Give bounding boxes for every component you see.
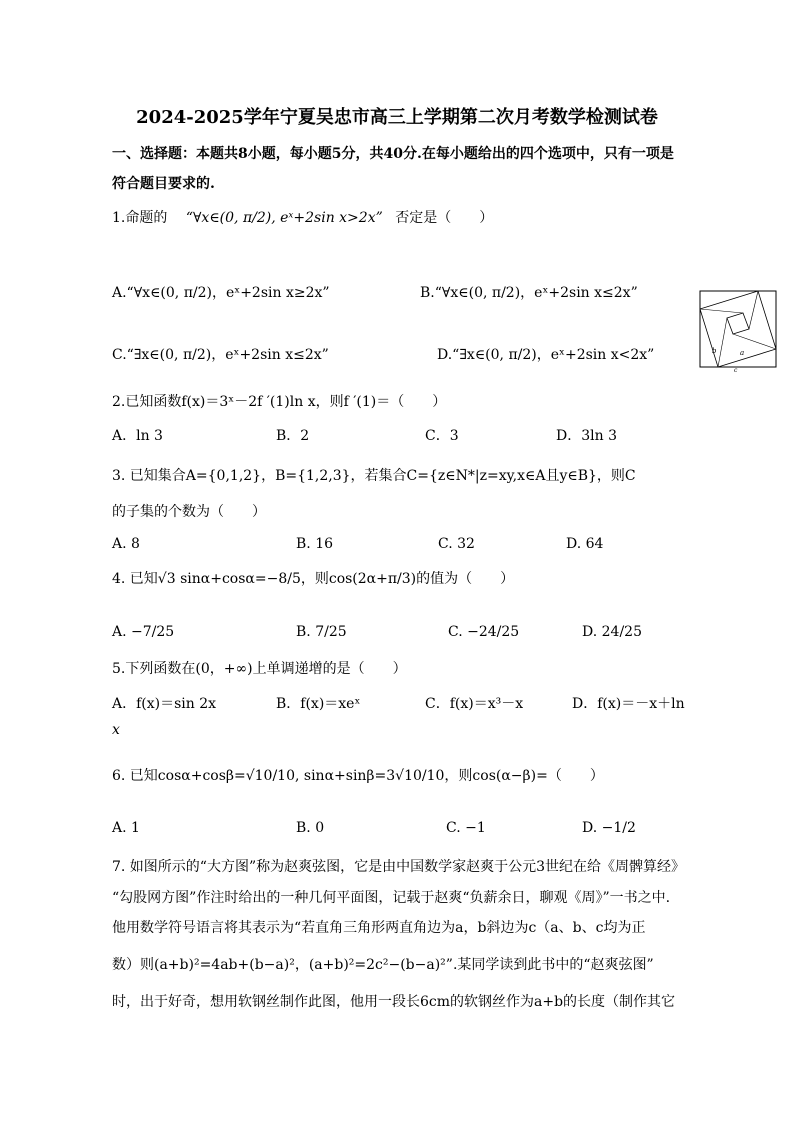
q1-option-b: B.“∀x∈(0, π/2)，eˣ+2sin x≤2x” [420,285,638,301]
q6-option-a: A. 1 [112,820,140,836]
page-title: 2024-2025学年宁夏吴忠市高三上学期第二次月考数学检测试卷 [136,107,658,128]
q3-stem: 3. 已知集合A={0,1,2}，B={1,2,3}，若集合C={z∈N*|z=xy,x∈A且y∈B}，则C [112,468,636,484]
q5-option-d-cont: x [112,722,120,738]
q1-stem-formula: “∀x∈(0, π/2), eˣ+2sin x>2x” [185,210,383,226]
q1-option-c: C.“∃x∈(0, π/2)，eˣ+2sin x≤2x” [112,347,329,363]
triangle-leg-3 [733,334,776,349]
label-a: a [740,349,745,357]
q3-option-a: A. 8 [112,536,140,552]
q3-option-b: B. 16 [296,536,334,552]
q4-option-d: D. 24/25 [582,624,642,640]
triangle-leg-2 [749,291,758,329]
q7-line-5: 时，出于好奇，想用软钢丝制作此图，他用一段长6cm的软钢丝作为a+b的长度（制作其它 [112,994,676,1010]
section-header: 一、选择题：本题共8小题，每小题5分，共40分.在每小题给出的四个选项中，只有一项是 [112,146,674,162]
label-c: c [734,367,738,372]
q6-stem: 6. 已知cosα+cosβ=√10/10, sinα+sinβ=3√10/10，则cos(α−β)=（ ） [112,768,604,784]
zhao-shuang-figure [699,290,779,372]
q1-stem [112,208,493,228]
q2-option-d: D．3ln 3 [556,428,617,444]
q7-line-4: 数）则(a+b)²=4ab+(b−a)²，(a+b)²=2c²−(b−a)²”.某同学读到此书中的“赵爽弦图” [112,957,654,973]
triangle-leg-1 [700,309,743,313]
q3-option-d: D. 64 [566,536,604,552]
q6-option-c: C. −1 [446,820,486,836]
q2-stem: 2.已知函数f(x)＝3ˣ－2f ′(1)ln x，则f ′(1)＝（ ） [112,394,447,410]
q6-option-b: B. 0 [296,820,325,836]
q4-option-c: C. −24/25 [448,624,520,640]
inner-tilted-square [700,291,776,367]
triangle-leg-4 [718,318,727,367]
q4-option-b: B. 7/25 [296,624,347,640]
q5-stem: 5.下列函数在(0，+∞)上单调递增的是（ ） [112,661,407,677]
q1-stem-suffix: 否定是（ ） [395,210,494,226]
q5-option-a: A．f(x)＝sin 2x [112,696,217,712]
q5-option-b: B．f(x)＝xeˣ [276,696,361,712]
label-b: b [712,347,717,355]
q5-option-c: C．f(x)＝x³－x [425,696,524,712]
center-square [727,313,749,334]
q2-option-a: A．ln 3 [112,428,163,444]
q7-line-1: 7. 如图所示的“大方图”称为赵爽弦图，它是由中国数学家赵爽于公元3世纪在给《周髀算经》 [112,859,686,875]
outer-square [700,291,776,367]
q2-option-b: B．2 [276,428,310,444]
q1-option-d: D.“∃x∈(0, π/2)，eˣ+2sin x<2x” [437,347,655,363]
q3-option-c: C. 32 [438,536,475,552]
q4-option-a: A. −7/25 [112,624,175,640]
q7-line-3: 他用数学符号语言将其表示为“若直角三角形两直角边为a，b斜边为c（a、b、c均为正 [112,920,646,936]
q5-option-d: D．f(x)＝－x＋ln [572,696,685,712]
q1-option-a: A.“∀x∈(0, π/2)，eˣ+2sin x≥2x” [112,285,330,301]
q2-option-c: C．3 [425,428,459,444]
q1-stem-prefix: 1.命题的 [112,210,168,226]
q7-line-2: “勾股网方图”作注时给出的一种几何平面图，记载于赵爽“负薪余日，聊观《周》”一书之中. [112,890,671,906]
q6-option-d: D. −1/2 [582,820,636,836]
section-header-cont: 符合题目要求的. [112,176,215,192]
q3-stem-cont: 的子集的个数为（ ） [112,504,266,520]
q4-stem: 4. 已知√3 sinα+cosα=−8/5，则cos(2α+π/3)的值为（ ） [112,571,515,587]
